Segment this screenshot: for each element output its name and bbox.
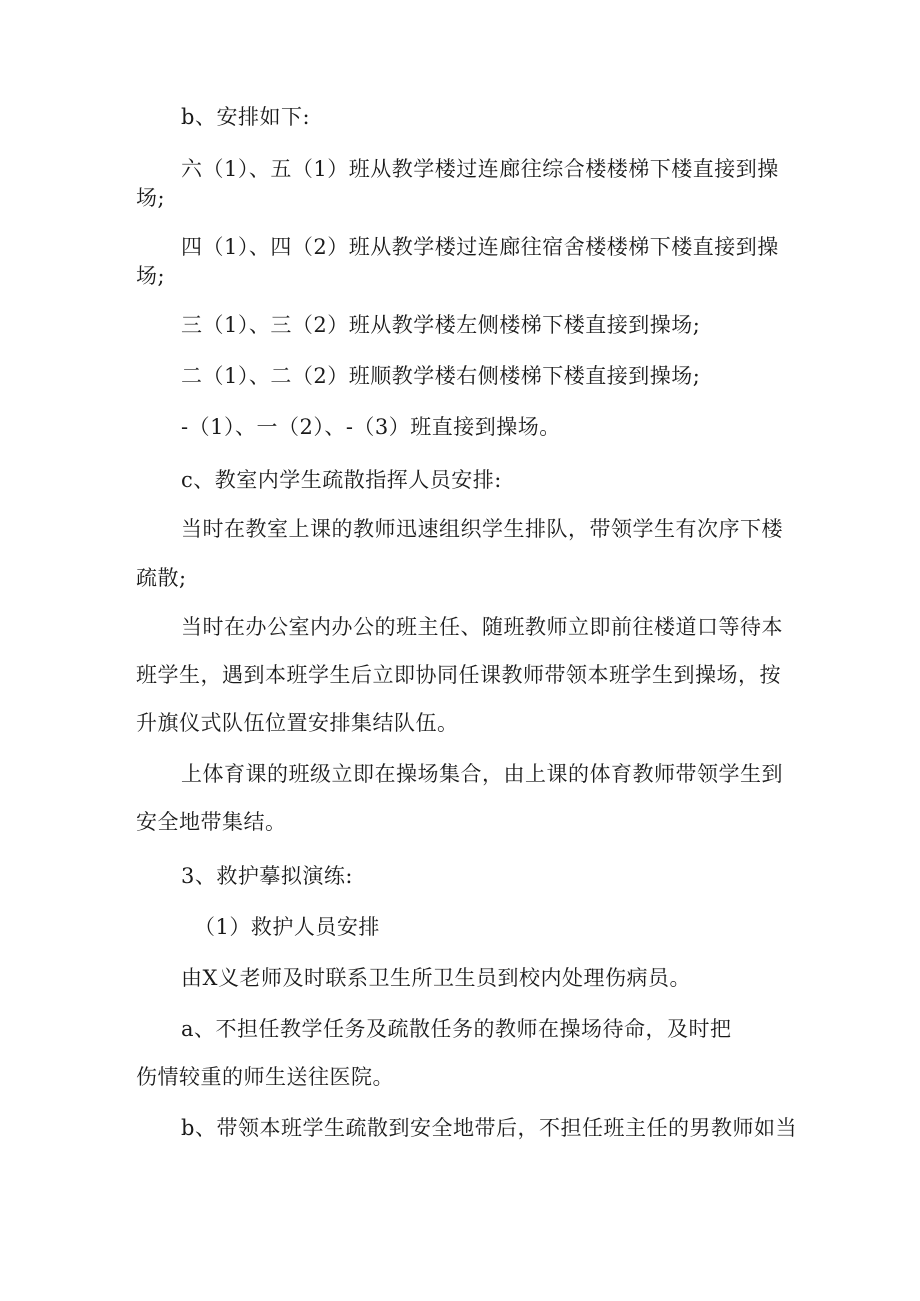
text-line-pe-class: 上体育课的班级立即在操场集合，由上课的体育教师带领学生到 [181, 762, 783, 786]
text-line-teacher-class: 当时在教室上课的教师迅速组织学生排队，带领学生有次序下楼 [181, 517, 783, 541]
text-line-teacher-class-cont: 疏散; [136, 566, 187, 590]
text-line-a-standby-cont: 伤情较重的师生送往医院。 [136, 1065, 394, 1089]
text-line-rescue-staff-heading: （1）救护人员安排 [194, 915, 380, 939]
text-line-clinic: 由X义老师及时联系卫生所卫生员到校内处理伤病员。 [181, 966, 691, 990]
text-line-grade4: 四（1）、四（2）班从教学楼过连廊往宿舍楼楼梯下楼直接到操 [181, 235, 779, 259]
text-line-grade3: 三（1）、三（2）班从教学楼左侧楼梯下楼直接到操场; [181, 313, 701, 337]
text-line-b-male-teachers: b、带领本班学生疏散到安全地带后，不担任班主任的男教师如当 [181, 1116, 797, 1140]
text-line-b-arrangement: b、安排如下: [181, 105, 311, 129]
text-line-office-staff: 当时在办公室内办公的班主任、随班教师立即前往楼道口等待本 [181, 615, 783, 639]
text-line-office-staff-cont2: 升旗仪式队伍位置安排集结队伍。 [136, 711, 459, 735]
text-line-section3-heading: 3、救护摹拟演练: [181, 864, 353, 888]
text-line-grade1: -（1）、一（2）、-（3）班直接到操场。 [181, 415, 561, 439]
text-line-grade4-cont: 场; [136, 264, 166, 288]
text-line-grade6-5: 六（1）、五（1）班从教学楼过连廊往综合楼楼梯下楼直接到操 [181, 157, 779, 181]
text-line-grade6-5-cont: 场; [136, 186, 166, 210]
text-line-a-standby: a、不担任教学任务及疏散任务的教师在操场待命，及时把 [181, 1017, 732, 1041]
text-line-pe-class-cont: 安全地带集结。 [136, 810, 287, 834]
text-line-office-staff-cont1: 班学生，遇到本班学生后立即协同任课教师带领本班学生到操场，按 [136, 663, 781, 687]
text-line-grade2: 二（1）、二（2）班顺教学楼右侧楼梯下楼直接到操场; [181, 364, 701, 388]
text-line-c-classroom: c、教室内学生疏散指挥人员安排: [181, 468, 502, 492]
